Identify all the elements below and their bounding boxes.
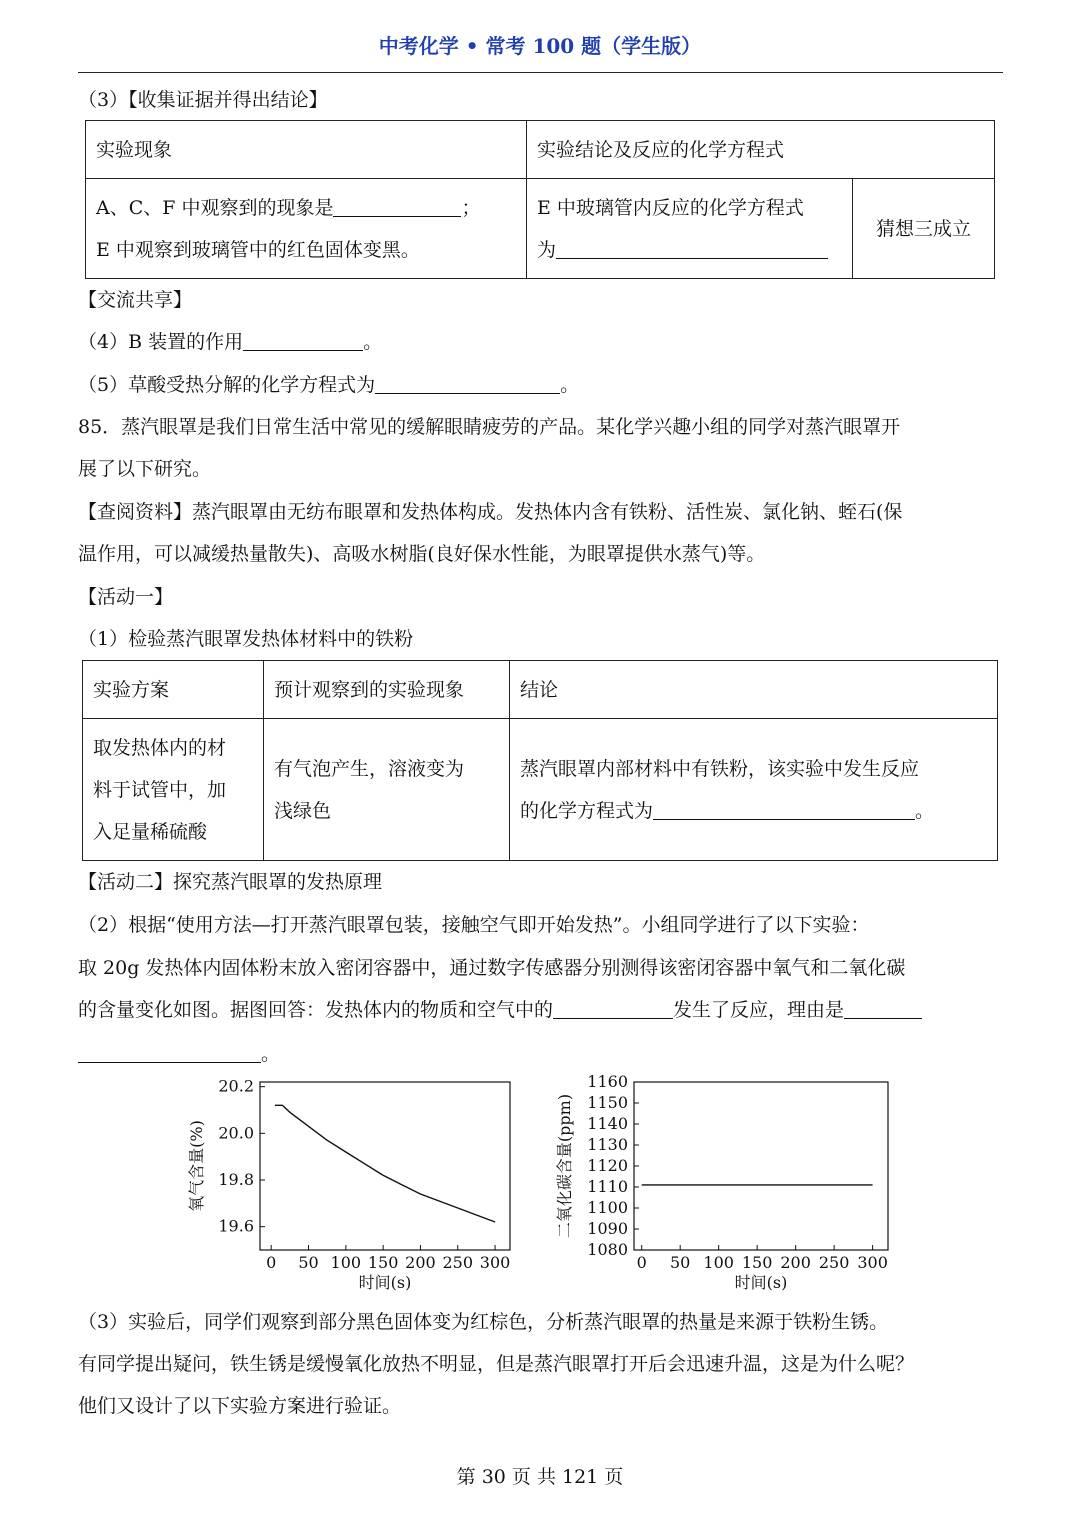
- q2-line3-mid: 发生了反应，理由是: [673, 999, 845, 1021]
- answer-blank-q2-reactant[interactable]: [553, 998, 673, 1019]
- equation-line1: E 中玻璃管内反应的化学方程式: [537, 196, 804, 219]
- iron-conclusion-cell: [510, 719, 998, 861]
- conclusion-line2-prefix: 的化学方程式为: [520, 799, 654, 822]
- y-tick-label: 1110: [587, 1177, 628, 1196]
- iron-header-plan: 实验方案: [83, 661, 264, 719]
- q85-question-1: （1）检验蒸汽眼罩发热体材料中的铁粉: [78, 628, 414, 650]
- answer-blank-q2-reason-b[interactable]: [78, 1042, 261, 1063]
- evidence-phenomenon-cell: [86, 179, 527, 279]
- q2-line2: 取 20g 发热体内固体粉末放入密闭容器中，通过数字传感器分别测得该密闭容器中氧气和二氧化碳: [78, 957, 906, 979]
- y-tick-label: 1080: [587, 1240, 628, 1259]
- plot-frame: [634, 1082, 888, 1250]
- iron-header-conclusion: 结论: [510, 661, 998, 719]
- x-tick-label: 200: [405, 1253, 436, 1272]
- q3-line3: 他们又设计了以下实验方案进行验证。: [78, 1395, 402, 1417]
- question-5-text: （5）草酸受热分解的化学方程式为: [78, 374, 376, 396]
- x-tick-label: 0: [266, 1253, 277, 1272]
- co2-chart: [550, 1068, 895, 1305]
- page-footer: 第 30 页 共 121 页: [456, 1466, 624, 1488]
- x-tick-label: 0: [636, 1253, 647, 1272]
- answer-blank-q5[interactable]: [375, 373, 560, 394]
- section3-heading: （3）【收集证据并得出结论】: [78, 89, 328, 111]
- conclusion-line1: 蒸汽眼罩内部材料中有铁粉，该实验中发生反应: [520, 757, 920, 780]
- x-tick-label: 250: [818, 1253, 850, 1272]
- evidence-header-phenomenon: 实验现象: [86, 121, 527, 179]
- x-tick-label: 100: [703, 1253, 734, 1272]
- phenomenon-line2: E 中观察到玻璃管中的红色固体变黑。: [96, 238, 420, 261]
- evidence-header-conclusion: 实验结论及反应的化学方程式: [527, 121, 995, 179]
- q2-line4-suffix: 。: [261, 1043, 281, 1065]
- q2-line3-prefix: 的含量变化如图。据图回答：发热体内的物质和空气中的: [78, 999, 554, 1021]
- answer-blank-equation-e[interactable]: [556, 238, 828, 259]
- question-4-suffix: 。: [363, 331, 383, 353]
- x-tick-label: 150: [367, 1253, 399, 1272]
- observation-line2: 浅绿色: [274, 799, 332, 822]
- activity1-heading: 【活动一】: [78, 586, 174, 608]
- y-tick-label: 20.2: [218, 1076, 254, 1096]
- equation-line2-prefix: 为: [537, 238, 557, 261]
- answer-blank-q2-reason-a[interactable]: [844, 998, 922, 1019]
- page-header-title: 中考化学 • 常考 100 题（学生版）: [378, 34, 702, 58]
- x-tick-label: 50: [298, 1253, 319, 1272]
- x-tick-label: 200: [780, 1253, 811, 1272]
- oxygen-chart: [180, 1068, 520, 1305]
- phenomenon-line1: A、C、F 中观察到的现象是: [96, 196, 334, 219]
- observation-line1: 有气泡产生，溶液变为: [274, 757, 465, 780]
- y-tick-label: 1120: [587, 1156, 628, 1175]
- x-tick-label: 150: [741, 1253, 773, 1272]
- q85-info-line2: 温作用，可以减缓热量散失)、高吸水树脂(良好保水性能，为眼罩提供水蒸气)等。: [78, 543, 766, 565]
- y-tick-label: 1160: [587, 1072, 628, 1091]
- y-tick-label: 1130: [587, 1135, 628, 1154]
- y-tick-label: 1090: [587, 1219, 628, 1238]
- iron-plan-cell: [83, 719, 264, 861]
- oxygen-chart-svg: [180, 1068, 520, 1300]
- question-5: [78, 371, 1003, 399]
- answer-blank-iron-equation[interactable]: [653, 799, 915, 820]
- answer-blank-q4[interactable]: [243, 330, 363, 351]
- conclusion-line2-suffix: 。: [915, 799, 935, 822]
- y-tick-label: 19.8: [218, 1170, 254, 1189]
- y-axis-label: 二氧化碳含量(ppm): [555, 1093, 574, 1239]
- x-axis-label: 时间(s): [734, 1273, 788, 1292]
- x-tick-label: 300: [479, 1253, 511, 1272]
- y-axis-label: 氧气含量(%): [187, 1120, 206, 1212]
- plan-line1: 取发热体内的材: [93, 736, 227, 759]
- evidence-conclusion-cell: 猜想三成立: [853, 179, 995, 279]
- answer-blank-phenomenon[interactable]: [333, 196, 461, 217]
- q3-line1: （3）实验后，同学们观察到部分黑色固体变为红棕色，分析蒸汽眼罩的热量是来源于铁粉生锈。: [78, 1311, 889, 1333]
- q3-line2: 有同学提出疑问，铁生锈是缓慢氧化放热不明显，但是蒸汽眼罩打开后会迅速升温，这是为什么呢？: [78, 1353, 915, 1375]
- iron-observation-cell: [264, 719, 510, 861]
- y-tick-label: 1100: [587, 1198, 628, 1217]
- plot-frame: [260, 1082, 510, 1250]
- x-tick-label: 100: [330, 1253, 362, 1272]
- iron-header-observation: 预计观察到的实验现象: [264, 661, 510, 719]
- x-axis-label: 时间(s): [358, 1273, 412, 1292]
- plan-line2: 料于试管中，加: [93, 778, 227, 801]
- evidence-table: [85, 120, 995, 279]
- q2-line1: （2）根据“使用方法—打开蒸汽眼罩包装，接触空气即开始发热”。小组同学进行了以下实验：: [78, 914, 870, 936]
- question-4-text: （4）B 装置的作用: [78, 331, 244, 353]
- q85-info-line1: 【查阅资料】蒸汽眼罩由无纺布眼罩和发热体构成。发热体内含有铁粉、活性炭、氯化钠、蛭石(保: [78, 501, 903, 523]
- q2-line3: [78, 996, 1003, 1024]
- plan-line3: 入足量稀硫酸: [93, 820, 208, 843]
- phenomenon-line1-suffix: ；: [461, 196, 481, 219]
- q2-line4: [78, 1040, 1003, 1068]
- y-tick-label: 1150: [587, 1093, 628, 1112]
- series-line: [275, 1105, 495, 1222]
- q85-line1: 85．蒸汽眼罩是我们日常生活中常见的缓解眼睛疲劳的产品。某化学兴趣小组的同学对蒸汽眼罩开: [78, 416, 901, 438]
- iron-test-table: [82, 660, 998, 861]
- question-4: [78, 328, 1003, 356]
- y-tick-label: 1140: [587, 1114, 628, 1133]
- y-tick-label: 20.0: [218, 1123, 254, 1143]
- question-5-suffix: 。: [560, 374, 580, 396]
- x-tick-label: 300: [857, 1253, 888, 1272]
- x-tick-label: 250: [442, 1253, 474, 1272]
- activity2-heading: 【活动二】探究蒸汽眼罩的发热原理: [78, 871, 383, 893]
- header-divider: [78, 72, 1003, 73]
- evidence-equation-cell: [527, 179, 853, 279]
- x-tick-label: 50: [670, 1253, 691, 1272]
- y-tick-label: 19.6: [218, 1216, 254, 1236]
- share-heading: 【交流共享】: [78, 289, 193, 311]
- co2-chart-svg: [550, 1068, 895, 1300]
- q85-line2: 展了以下研究。: [78, 458, 212, 480]
